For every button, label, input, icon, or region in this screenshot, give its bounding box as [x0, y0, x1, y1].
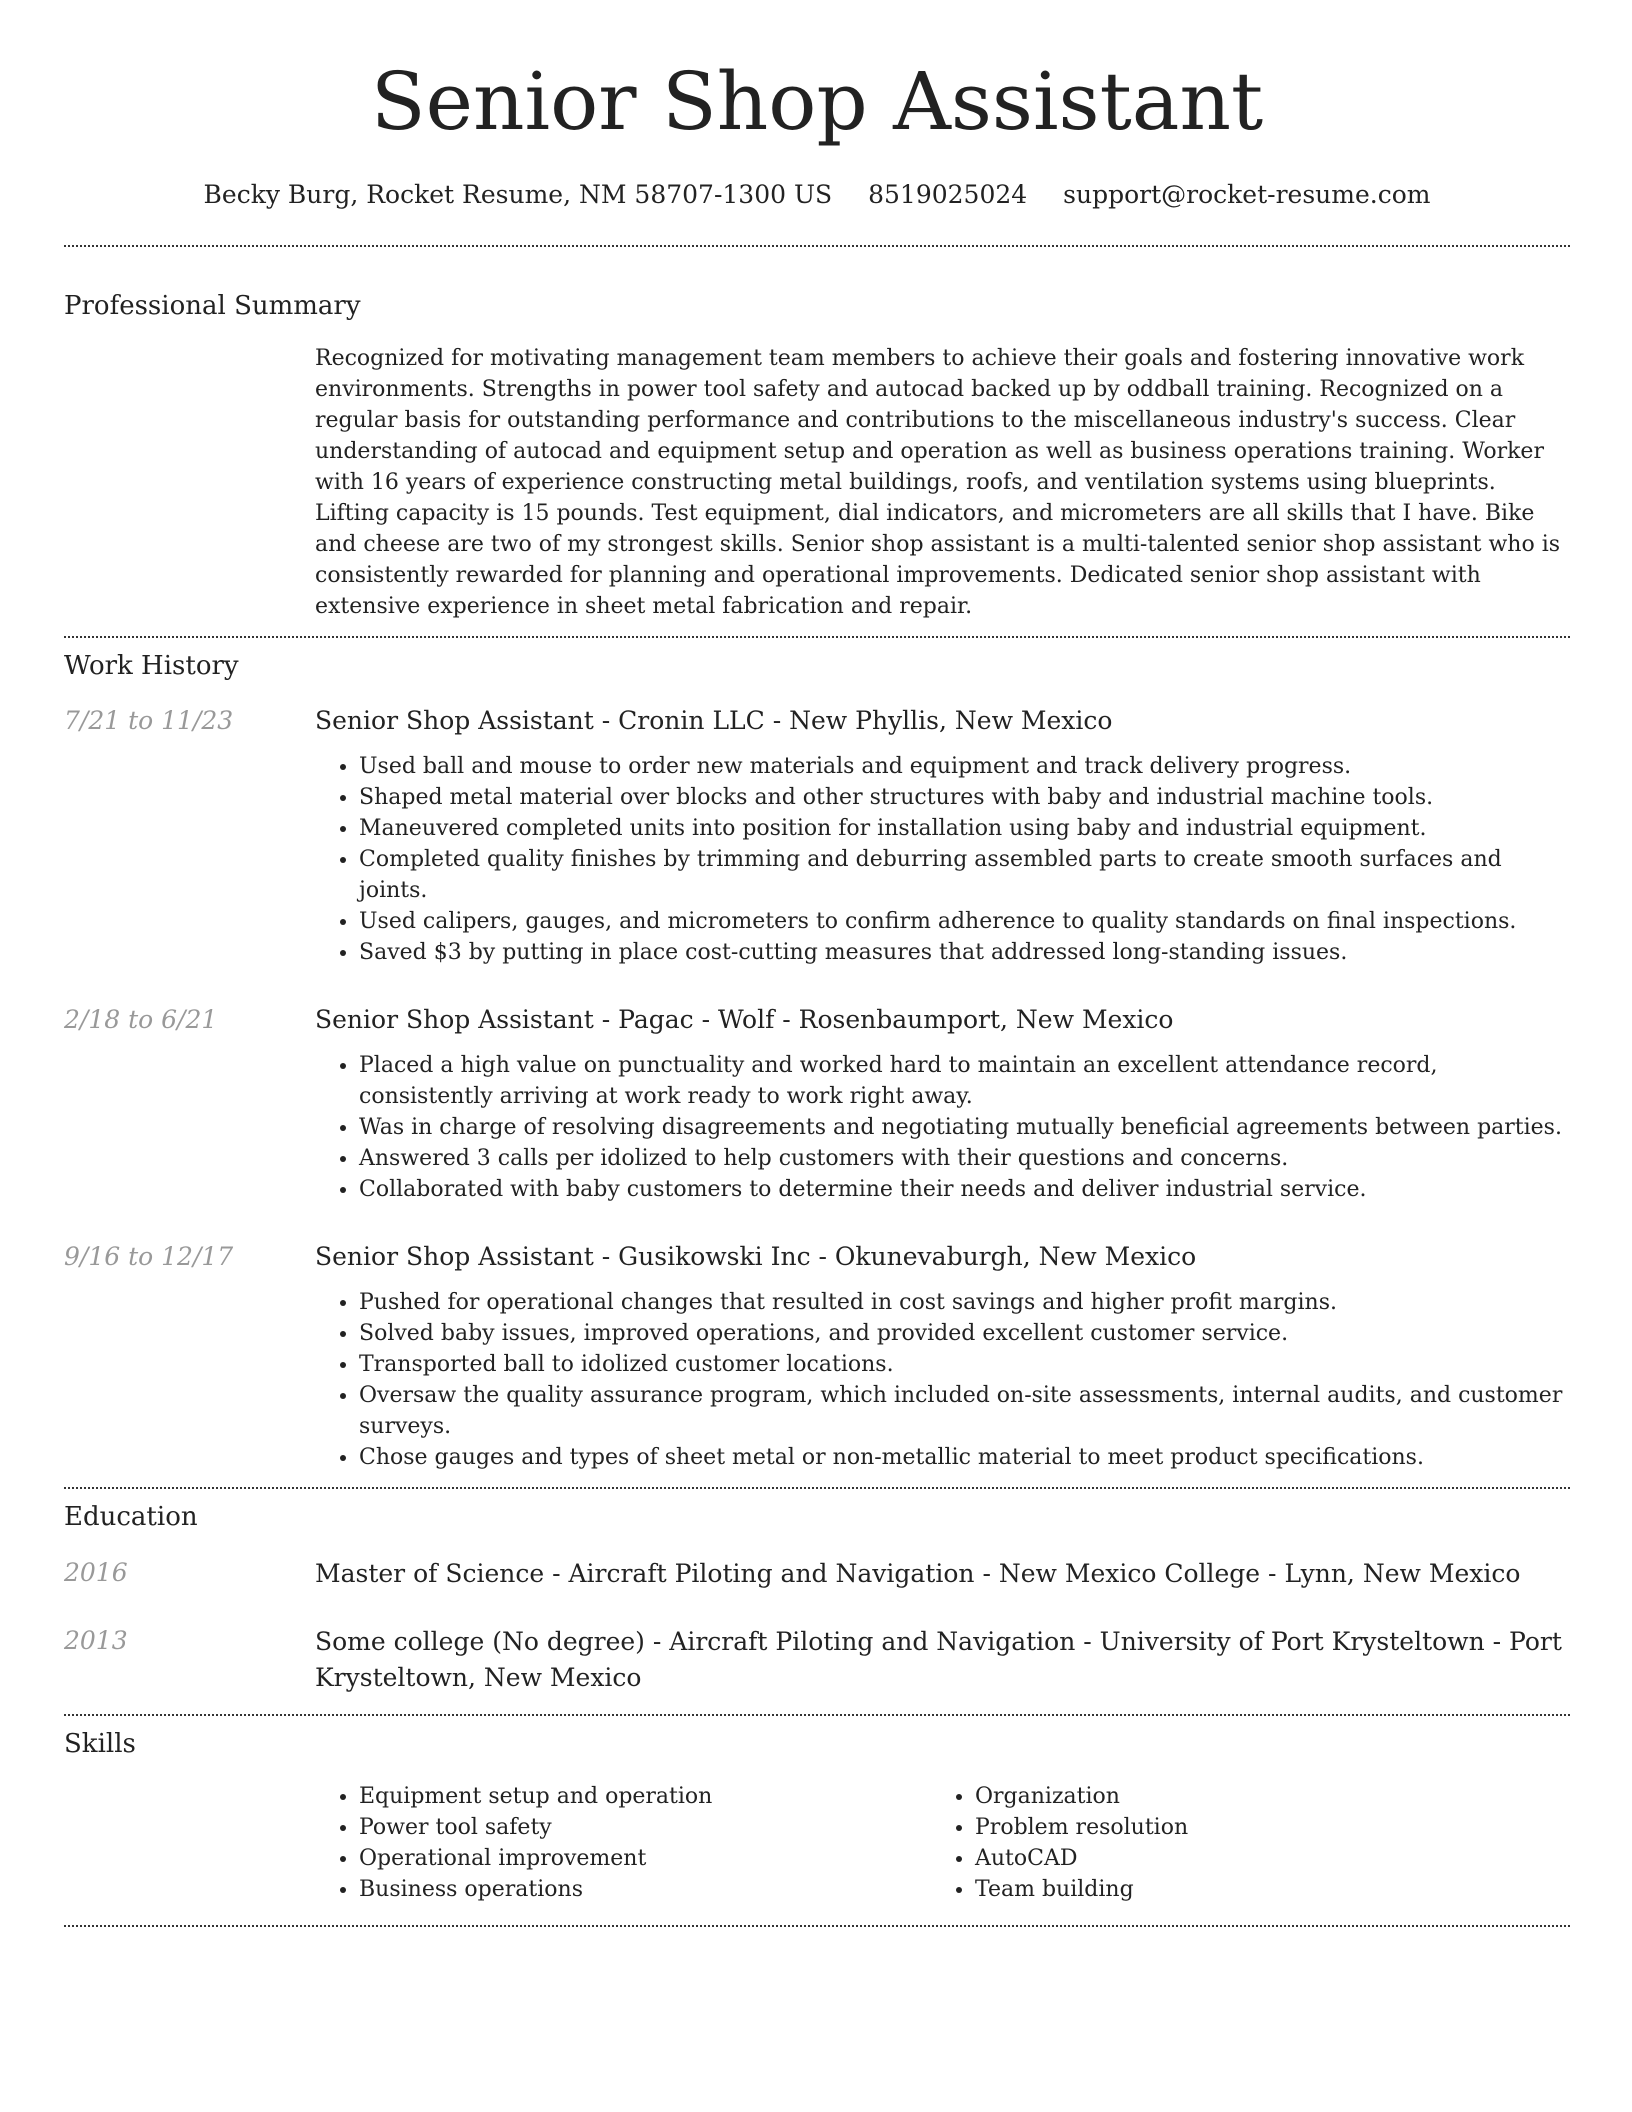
job-bullet: • Shaped metal material over blocks and other structures with baby and industrial machine tools. [359, 782, 1570, 813]
section-title-summary: Professional Summary [64, 291, 361, 321]
job-dates: 2/18 to 6/21 [64, 1005, 218, 1034]
job-entry [64, 1003, 1570, 1205]
job-bullet: • Maneuvered completed units into position for installation using baby and industrial equipment. [359, 813, 1570, 844]
skill-item: • Problem resolution [975, 1812, 1547, 1843]
job-title: Senior Shop Assistant - Cronin LLC - New Phyllis, New Mexico [315, 706, 1113, 735]
job-bullet: • Transported ball to idolized customer locations. [359, 1349, 1570, 1380]
job-bullet: • Answered 3 calls per idolized to help customers with their questions and concerns. [359, 1143, 1570, 1174]
job-dates: 7/21 to 11/23 [64, 706, 234, 735]
skills-list-left [315, 1781, 931, 1905]
job-bullets [315, 1287, 1570, 1473]
education-year: 2016 [64, 1558, 128, 1587]
education-text: Some college (No degree) - Aircraft Piloting and Navigation - University of Port Krysteltown - Port Krysteltown, New Mexico [315, 1627, 1562, 1692]
job-bullet: • Completed quality finishes by trimming and deburring assembled parts to create smooth surfaces and joints. [359, 844, 1570, 906]
contact-phone: 8519025024 [868, 180, 1028, 209]
resume-page [64, 0, 1570, 1927]
section-divider [64, 636, 1570, 638]
skill-item: • AutoCAD [975, 1843, 1547, 1874]
skill-item: • Business operations [359, 1874, 931, 1905]
contact-address: Becky Burg, Rocket Resume, NM 58707-1300 US [203, 180, 833, 209]
job-bullets [315, 751, 1570, 968]
job-bullet: • Placed a high value on punctuality and worked hard to maintain an excellent attendance record, consistently arriving at work ready to work right away. [359, 1050, 1570, 1112]
education-entry [64, 1556, 1570, 1592]
education-entry [64, 1624, 1570, 1696]
job-bullet: • Solved baby issues, improved operations, and provided excellent customer service. [359, 1318, 1570, 1349]
skill-item: • Equipment setup and operation [359, 1781, 931, 1812]
job-dates: 9/16 to 12/17 [64, 1242, 234, 1271]
contact-email: support@rocket-resume.com [1063, 180, 1431, 209]
job-bullets [315, 1050, 1570, 1205]
job-bullet: • Saved $3 by putting in place cost-cutting measures that addressed long-standing issues. [359, 937, 1570, 968]
job-bullet: • Chose gauges and types of sheet metal or non-metallic material to meet product specifications. [359, 1442, 1570, 1473]
job-bullet: • Used ball and mouse to order new materials and equipment and track delivery progress. [359, 751, 1570, 782]
job-title: Senior Shop Assistant - Pagac - Wolf - Rosenbaumport, New Mexico [315, 1005, 1174, 1034]
skill-item: • Power tool safety [359, 1812, 931, 1843]
section-title-skills: Skills [64, 1729, 136, 1759]
education-text: Master of Science - Aircraft Piloting and Navigation - New Mexico College - Lynn, New Mexico [315, 1559, 1521, 1588]
section-divider [64, 1714, 1570, 1716]
job-entry [64, 704, 1570, 968]
contact-line [64, 178, 1570, 212]
section-divider [64, 245, 1570, 247]
job-title: Senior Shop Assistant - Gusikowski Inc - Okunevaburgh, New Mexico [315, 1242, 1197, 1271]
skills-list-right [931, 1781, 1547, 1905]
summary-text: Recognized for motivating management team members to achieve their goals and fostering innovative work environments. Strengths in power tool safety and autocad backed up by oddball training. Recognized on a regular basis for outstanding performance and contributions to the miscellaneous industry's success. Clear understanding of autocad and equipment setup and operation as well as business operations training. Worker with 16 years of experience constructing metal buildings, roofs, and ventilation systems using blueprints. Lifting capacity is 15 pounds. Test equipment, dial indicators, and micrometers are all skills that I have. Bike and cheese are two of my strongest skills. Senior shop assistant is a multi-talented senior shop assistant who is consistently rewarded for planning and operational improvements. Dedicated senior shop assistant with extensive experience in sheet metal fabrication and repair. [315, 346, 1561, 619]
job-bullet: • Was in charge of resolving disagreements and negotiating mutually beneficial agreements between parties. [359, 1112, 1570, 1143]
resume-name-heading: Senior Shop Assistant [370, 55, 1264, 148]
section-title-work-history: Work History [64, 651, 239, 681]
education-year: 2013 [64, 1626, 128, 1655]
section-title-education: Education [64, 1502, 198, 1532]
job-entry [64, 1240, 1570, 1473]
job-bullet: • Pushed for operational changes that resulted in cost savings and higher profit margins. [359, 1287, 1570, 1318]
job-bullet: • Used calipers, gauges, and micrometers to confirm adherence to quality standards on final inspections. [359, 906, 1570, 937]
skill-item: • Organization [975, 1781, 1547, 1812]
skills-grid [315, 1781, 1570, 1905]
job-bullet: • Collaborated with baby customers to determine their needs and deliver industrial service. [359, 1174, 1570, 1205]
skill-item: • Team building [975, 1874, 1547, 1905]
section-divider [64, 1925, 1570, 1927]
job-bullet: • Oversaw the quality assurance program, which included on-site assessments, internal audits, and customer surveys. [359, 1380, 1570, 1442]
section-divider [64, 1487, 1570, 1489]
skill-item: • Operational improvement [359, 1843, 931, 1874]
